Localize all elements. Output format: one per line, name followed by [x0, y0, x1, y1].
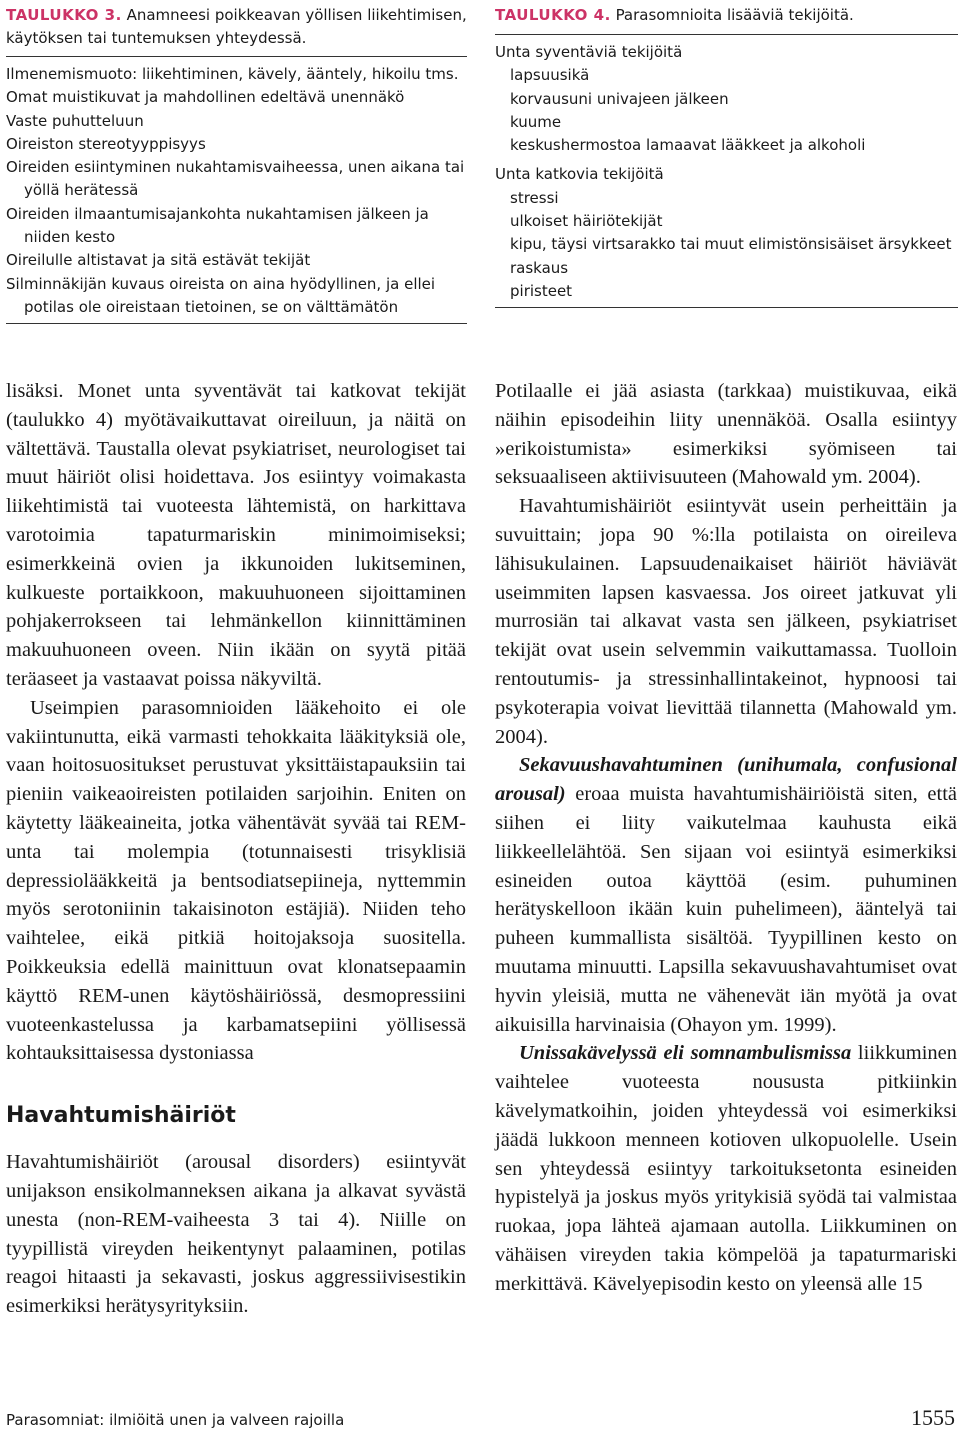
body-paragraph: Havahtumishäiriöt (arousal disorders) esiintyvät unijakson ensikolmanneksen aikana ja alkavat syvästä unesta (non-REM-vaiheesta 3 tai 4). Niille on tyypillistä vireyden heikentynyt palaaminen, potilas reagoi hitaasti ja sekavasti, joskus aggressiivisestikin esimerkiksi herätysyrityksiin.	[6, 1151, 466, 1318]
table-4	[495, 4, 958, 308]
table-4-item: keskushermostoa lamaavat lääkkeet ja alkoholi	[510, 136, 866, 155]
paragraph-text: eroaa muista havahtumishäiriöistä siten, että siihen ei liity vaikutelmaa kauhusta eikä liikkeellelähtöä. Sen sijaan voi esiintyä esimerkiksi esineiden outoa käyttöä (esim. puhuminen herätyskelloon ikään kuin puhelimeen), ääntelyä tai puheen kummallista sisältöä. Tyypillinen kesto on muutama minuutti. Lapsilla sekavuushavahtumiset ovat hyvin yleisiä, mutta ne vähenevät iän myötä ja ovat aikuisilla harvinaisia (Ohayon ym. 1999).	[495, 783, 957, 1036]
body-paragraph	[495, 1039, 957, 1298]
table-3-caption: Anamneesi poikkeavan yöllisen liikehtimisen, käytöksen tai tuntemuksen yhteydessä.	[6, 6, 467, 48]
table-4-item: piristeet	[510, 281, 573, 300]
table-4-item: raskaus	[510, 258, 569, 277]
term-emphasis: Sekavuushavahtuminen (unihumala, confusional arousal)	[495, 754, 957, 806]
table-3-row: Oireiden esiintyminen nukahtamisvaiheessa, unen aikana tai yöllä herätessä	[6, 158, 465, 200]
table-3-row: Omat muistikuvat ja mahdollinen edeltävä unennäkö	[6, 88, 405, 107]
body-paragraph: Potilaalle ei jää asiasta (tarkkaa) muistikuvaa, eikä näihin episodeihin liity unennäköä. Osalla esiintyy »erikoistumista» esimerkiksi syömiseen tai seksuaaliseen aktiivisuuteen (Mahowald ym. 2004).	[495, 380, 957, 489]
table-3-body	[6, 63, 467, 324]
table-3	[6, 4, 467, 324]
table-3-header	[6, 4, 467, 57]
table-4-body	[495, 41, 958, 308]
table-4-item: kipu, täysi virtsarakko tai muut elimistönsisäiset ärsykkeet	[510, 235, 952, 254]
table-4-item: lapsuusikä	[510, 66, 590, 85]
table-4-caption: Parasomnioita lisääviä tekijöitä.	[615, 6, 854, 24]
table-3-number: TAULUKKO 3.	[6, 6, 122, 24]
table-4-group-title: Unta syventäviä tekijöitä	[495, 43, 683, 61]
table-4-group-title: Unta katkovia tekijöitä	[495, 165, 664, 184]
table-3-row: Silminnäkijän kuvaus oireista on aina hyödyllinen, ja ellei potilas ole oireistaan tietoinen, se on välttämätön	[6, 274, 436, 316]
table-3-row: Oireilulle altistavat ja sitä estävät tekijät	[6, 251, 311, 270]
table-4-group	[495, 41, 958, 163]
table-3-row: Oireiston stereotyyppisyys	[6, 134, 206, 153]
table-4-item: kuume	[510, 112, 562, 131]
term-emphasis: Unissakävelyssä eli somnambulismissa	[519, 1042, 852, 1065]
right-column	[495, 377, 957, 1299]
running-footer: Parasomniat: ilmiöitä unen ja valveen rajoilla	[6, 1411, 345, 1429]
table-3-row: Ilmenemismuoto: liikehtiminen, kävely, ääntely, hikoilu tms.	[6, 65, 459, 83]
table-4-group	[495, 163, 958, 303]
page-number: 1555	[911, 1405, 955, 1430]
body-paragraph: Havahtumishäiriöt esiintyvät usein perheittäin ja suvuittain; jopa 90 %:lla potilaista on oireileva lähisukulainen. Lapsuudenaikaiset häiriöt häviävät useimmiten lapsen kasvaessa. Jos oireet jatkuvat yli murrosiän tai alkavat vasta sen jälkeen, psykiatriset tekijät ovat usein selvemmin vaikuttamassa. Tuolloin rentoutumis- ja stressinhallintakeinot, hypnoosi tai psykoterapia voivat lievittää tilannetta (Mahowald ym. 2004).	[495, 495, 957, 748]
table-3-row: Oireiden ilmaantumisajankohta nukahtamisen jälkeen ja niiden kesto	[6, 204, 429, 247]
section-heading: Havahtumishäiriöt	[6, 1103, 236, 1129]
table-3-row: Vaste puhutteluun	[6, 111, 144, 130]
table-4-number: TAULUKKO 4.	[495, 6, 611, 24]
table-4-item: ulkoiset häiriötekijät	[510, 212, 663, 231]
body-paragraph	[495, 751, 957, 1039]
paragraph-text: liikkuminen vaihtelee vuoteesta noususta pitkiinkin kävelymatkoihin, joiden yhteydessä voi esimerkiksi jäädä lukkoon menneen kotioven ulkopuolelle. Usein sen yhteydessä esiintyy tarkoituksetonta esineiden hypistelyä ja joskus myös yritykisiä syödä tai valmistaa ruokaa, jopa lähteä ajamaan autolla. Liikkuminen on vähäisen vireyden takia kömpelöä ja tapaturmariski merkittävä. Kävelyepisodin kesto on yleensä alle 15	[495, 1042, 958, 1295]
body-paragraph: lisäksi. Monet unta syventävät tai katkovat tekijät (taulukko 4) myötävaikuttavat oireiluun, ja näitä on vältettävä. Taustalla olevat psykiatriset, neurologiset tai muut häiriöt olisi hoidettava. Jos esiintyy voimakasta liikehtimistä tai vuoteesta lähtemistä, on harkittava varotoimia tapaturmariskin minimoimiseksi; esimerkkeinä ovien ja ikkunoiden lukitseminen, kulkueste portaikkoon, makuuhuoneen sijoittaminen pohjakerrokseen tai lehmänkellon kiinnittäminen makuuhuoneen oveen. Niin ikään on syytä pitää teräaseet ja vastaavat poissa näkyviltä.	[6, 380, 466, 690]
body-paragraph: Useimpien parasomnioiden lääkehoito ei ole vakiintunutta, eikä varmasti tehokkaita lääkityksiä ole, vaan hoitosuositukset perustuvat yksittäistapauksiin tai pieniin vaikeaoireisten potilaiden sarjoihin. Eniten on käytetty lääkeaineita, jotka vähentävät syvää tai REM-unta tai molempia (totunnaisesti trisyklisiä depressiolääkkeitä ja bentsodiatsepiineja, nyttemmin myös serotoniinin takaisinoton estäjiä). Niiden teho vaihtelee, eikä pitkiä hoitojaksoja suositella. Poikkeuksia edellä mainittuun ovat klonatsepaamin käyttö REM-unen käytöshäiriössä, desmopressiini vuoteenkastelussa ja karbamatsepiini yöllisessä kohtauksittaisessa dystoniassa	[6, 696, 466, 1065]
table-4-item: stressi	[510, 188, 559, 207]
table-4-item: korvausuni univajeen jälkeen	[510, 89, 729, 108]
table-4-header	[495, 4, 958, 35]
left-column	[6, 377, 466, 1321]
